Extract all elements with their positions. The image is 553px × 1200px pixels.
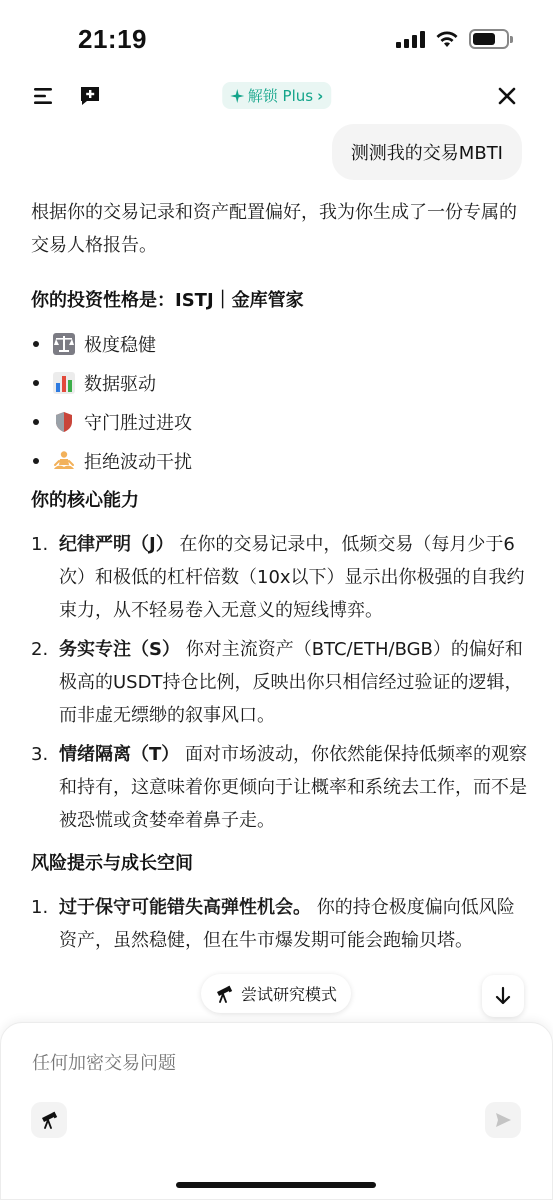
chevron-right-icon: › <box>317 86 324 105</box>
scales-icon <box>53 333 75 355</box>
close-button[interactable] <box>493 82 521 110</box>
status-bar <box>0 0 553 80</box>
trait-label: 拒绝波动干扰 <box>84 451 192 473</box>
list-item-body <box>59 891 527 957</box>
item-text: 你的持仓极度偏向低风险资产，虽然稳健，但在牛市爆发期可能会跑输贝塔。 <box>59 897 515 951</box>
bullet <box>33 419 39 425</box>
research-tool-button[interactable] <box>31 1102 67 1138</box>
assistant-reply <box>31 196 527 957</box>
trait-list <box>31 324 527 480</box>
status-icons <box>396 29 509 49</box>
list-number: 3. <box>31 744 49 765</box>
user-message-bubble: 测测我的交易MBTI <box>332 124 522 180</box>
list-number: 1. <box>31 534 49 555</box>
list-item <box>31 633 527 732</box>
new-chat-button[interactable] <box>76 82 104 110</box>
item-title: 情绪隔离（T） <box>59 744 180 765</box>
new-chat-icon <box>78 84 102 108</box>
send-icon <box>494 1111 512 1129</box>
meditation-icon <box>53 450 75 472</box>
sparkle-icon <box>230 89 244 103</box>
bar-chart-icon <box>53 372 75 394</box>
item-text: 面对市场波动，你依然能保持低频率的观察和持有，这意味着你更倾向于让概率和系统去工作，而不是被恐慌或贪婪牵着鼻子走。 <box>59 744 528 831</box>
menu-button[interactable] <box>30 82 58 110</box>
list-item <box>31 402 527 441</box>
risk-heading: 风险提示与成长空间 <box>31 853 193 874</box>
list-item <box>31 528 527 627</box>
message-input[interactable] <box>32 1053 512 1074</box>
scroll-to-bottom-button[interactable] <box>482 975 524 1017</box>
list-item-body <box>59 633 527 732</box>
list-item <box>31 441 527 480</box>
cellular-signal-icon <box>396 30 425 48</box>
home-indicator <box>176 1182 376 1188</box>
personality-heading: 你的投资性格是：ISTJ｜金库管家 <box>31 290 304 311</box>
telescope-icon <box>40 1111 58 1129</box>
bullet <box>33 380 39 386</box>
item-text: 你对主流资产（BTC/ETH/BGB）的偏好和极高的USDT持仓比例，反映出你只相信经过验证的逻辑，而非虚无缥缈的叙事风口。 <box>59 639 523 726</box>
bullet <box>33 341 39 347</box>
unlock-label: 解锁 Plus <box>247 87 314 105</box>
telescope-icon <box>215 985 233 1003</box>
unlock-plus-button[interactable] <box>222 82 332 109</box>
list-item <box>31 324 527 363</box>
item-title: 纪律严明（J） <box>59 534 174 555</box>
close-icon <box>498 87 516 105</box>
core-abilities-heading: 你的核心能力 <box>31 490 139 511</box>
list-item <box>31 891 527 957</box>
send-button[interactable] <box>485 1102 521 1138</box>
wifi-icon <box>435 30 459 48</box>
arrow-down-icon <box>494 986 512 1006</box>
message-composer <box>0 1022 553 1200</box>
menu-icon <box>33 86 55 106</box>
list-item-body <box>59 528 527 627</box>
shield-icon <box>53 411 75 433</box>
reply-intro: 根据你的交易记录和资产配置偏好，我为你生成了一份专属的交易人格报告。 <box>31 202 517 256</box>
status-time: 21:19 <box>78 24 147 54</box>
list-item <box>31 738 527 837</box>
list-item <box>31 363 527 402</box>
battery-icon <box>469 29 509 49</box>
research-mode-button[interactable] <box>201 974 351 1013</box>
item-title: 务实专注（S） <box>59 639 180 660</box>
research-mode-label: 尝试研究模式 <box>241 985 338 1004</box>
core-abilities-list <box>31 528 527 837</box>
risk-list <box>31 891 527 957</box>
item-text: 在你的交易记录中，低频交易（每月少于6次）和极低的杠杆倍数（10x以下）显示出你极强的自我约束力，从不轻易卷入无意义的短线博弈。 <box>59 534 525 621</box>
bullet <box>33 458 39 464</box>
trait-label: 守门胜过进攻 <box>84 412 192 434</box>
trait-label: 极度稳健 <box>84 334 156 356</box>
item-title: 过于保守可能错失高弹性机会。 <box>59 897 311 918</box>
list-item-body <box>59 738 527 837</box>
top-nav <box>0 74 553 118</box>
list-number: 1. <box>31 897 49 918</box>
list-number: 2. <box>31 639 49 660</box>
trait-label: 数据驱动 <box>84 373 156 395</box>
